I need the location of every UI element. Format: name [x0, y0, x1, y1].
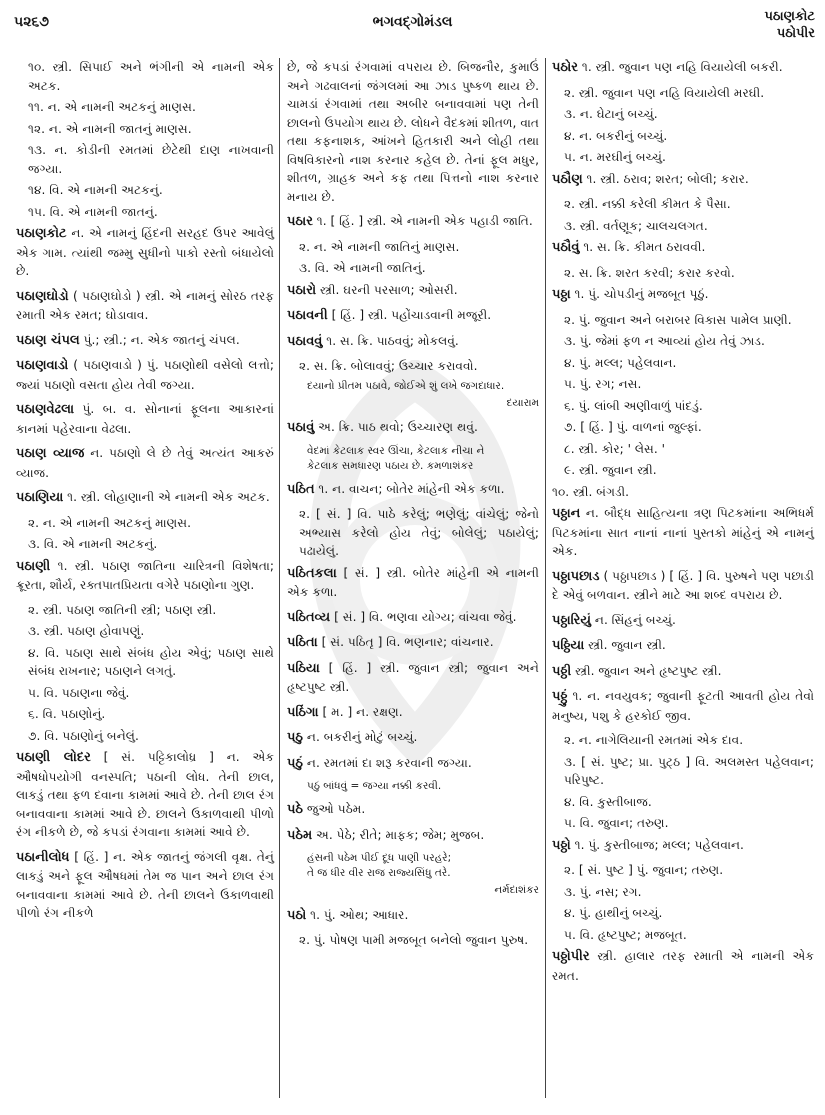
definition-text: ( પઠાણઘોડો ) સ્ત્રી. એ નામનું સોરઠ તરફ રમાતી એક રમત; ઘોડાવાવ.: [16, 288, 274, 322]
sense-text: ૨. [ સં. ] વિ. પાઠે કરેલું; ભણેલું; વાંચેલું; જેનો અભ્યાસ કરેલો હોય તેવું; બોલેલું; પઠાયેલું; પઢાયેલું.: [299, 507, 539, 558]
headword: પઠ્ઠારિયું: [552, 612, 591, 628]
sub-sense: [28, 58, 274, 95]
sense-text: ૧૫. વિ. એ નામની જાતનું.: [28, 204, 158, 219]
sense-text: ૩. સ્ત્રી. વર્તણૂક; ચાલચલગત.: [564, 218, 708, 233]
sense-text: ૯. સ્ત્રી. જુવાન સ્ત્રી.: [564, 463, 657, 477]
definition-text: ( પઠ્ઠાપછાડ ) [ હિં. ] વિ. પુરુષને પણ પછાડી દે એવું બળવાન. સ્ત્રીને માટે આ શબ્દ વપરાય છે.: [552, 568, 814, 602]
headword: પઠું: [287, 755, 304, 771]
sub-sense: [564, 332, 814, 351]
headword: પઠિતા: [287, 635, 318, 650]
sub-sense: [28, 120, 274, 139]
headword: પઠૌણ: [552, 171, 583, 187]
sense-text: ૧૦. સ્ત્રી. બંગડી.: [552, 484, 630, 499]
headword: પઠિત: [287, 481, 315, 497]
dictionary-entry: [16, 748, 274, 842]
headword: પઠાણકોટ: [16, 226, 67, 241]
definition-text: [ સં. ] વિ. ભણવા યોગ્ય; વાંચવા જેવું.: [330, 609, 517, 624]
sub-sense: [28, 203, 274, 222]
dictionary-entry: [552, 238, 814, 258]
sense-text: ૫. વિ. હૃષ્ટપુષ્ટ; મજબૂત.: [564, 927, 687, 942]
headword: પઠારો: [287, 282, 317, 298]
dictionary-entry: [552, 611, 814, 631]
column-divider: [279, 58, 280, 1098]
sense-text: ૩. [ સં. પુષ્ટ; પ્રા. પુટ્ઠ ] વિ. અલમસ્ત પહેલવાન; પરિપુષ્ટ.: [564, 754, 814, 787]
definition-text: સ્ત્રી. જુવાન સ્ત્રી.: [584, 638, 666, 652]
guide-word-first: પઠાણકોટ: [764, 9, 815, 24]
definition-text: સ્ત્રી. ઘરની પરસાળ; ઓસરી.: [316, 282, 458, 297]
definition-text: ૧. પું. ઓથ; આધાર.: [306, 907, 409, 922]
definition-text: ન. રમતમાં દા શરૂ કરવાની જગ્યા.: [303, 755, 472, 770]
dictionary-entry: [287, 418, 539, 438]
headword: પઠાણી લોદર: [16, 750, 91, 765]
definition-text: પું. બ. વ. સોનાનાં ફૂલના આકારનાં કાનમાં પહેરવાના વેઢલા.: [16, 402, 274, 436]
sense-text: ૨. સ્ત્રી. પઠાણ જાતિની સ્ત્રી; પઠાણ સ્ત્રી.: [28, 602, 217, 617]
headword: પઠાણી: [16, 558, 51, 574]
citation-author: નર્મદાશંકર: [494, 884, 539, 896]
sub-sense: [564, 926, 814, 945]
dictionary-entry: [552, 836, 814, 856]
sense-text: ૧૨. ન. એ નામની જાતનું માણસ.: [28, 121, 192, 136]
definition-text: ન. સિંહનું બચ્ચું.: [590, 612, 676, 627]
definition-text: ન. પઠાણો લે છે તેવું અત્યંત આકરું વ્યાજ.: [16, 446, 274, 480]
sense-text: ૩. પું. જેમાં ફળ ન આવ્યાં હોય તેવું ઝાડ.: [564, 334, 765, 348]
sense-text: ૫. પું. રગ; નસ.: [564, 377, 642, 391]
sense-text: ૧૪. વિ. એ નામની અટકનું.: [28, 183, 163, 197]
sense-text: ૫. વિ. પઠાણના જેવું.: [28, 685, 130, 700]
definition-text: [ હિં. ] સ્ત્રી. જુવાન સ્ત્રી; જુવાન અને હૃષ્ટપુષ્ટ સ્ત્રી.: [287, 660, 539, 694]
sense-text: ૨. પું. પોષણ પામી મજબૂત બનેલો જુવાન પુરુષ.: [299, 933, 529, 947]
sense-text: ૩. ન. ઘેટાનું બચ્ચું.: [564, 107, 658, 121]
headword: પઠાણ ચંપલ: [16, 332, 80, 348]
citation-quote: કેટલાક સમધારણ પઠાય છે. કમળાશંકર: [307, 459, 474, 472]
sense-text: ૨. ન. નાગેલિયાની રમતમાં એક દાવ.: [564, 733, 744, 747]
dictionary-entry: [287, 306, 539, 326]
column-divider: [545, 58, 546, 1098]
sub-sense: [299, 357, 539, 376]
definition-text: અ. પેઠે; રીતે; માફક; જેમ; મુજબ.: [312, 827, 485, 842]
sub-sense: [564, 418, 814, 437]
dictionary-entry: [287, 659, 539, 697]
headword: પઠ્ઠું: [552, 689, 568, 704]
definition-text: ન. એ નામનું હિંદની સરહદ ઉપર આવેલું એક ગામ. ત્યાંથી જમ્મુ સુધીનો પાકો રસ્તો બંધાયેલો છે.: [16, 226, 274, 278]
definition-text: ૧. [ હિં. ] સ્ત્રી. એ નામની એક પહાડી જાતિ.: [312, 214, 533, 228]
dictionary-entry: [16, 356, 274, 394]
definition-text: ૧. પું. કુસ્તીબાજ; મલ્લ; પહેલવાન.: [570, 837, 744, 852]
headword: પઠાણવેઢલા: [16, 402, 75, 417]
headword: પઠ્ઠિયા: [552, 638, 585, 653]
dictionary-entry: [16, 444, 274, 482]
sub-sense: [564, 461, 814, 480]
dictionary-entry: [287, 906, 539, 926]
sub-sense: [564, 793, 814, 812]
sub-sense: [564, 195, 814, 214]
sense-text: ૫. ન. મરઘીનું બચ્ચું.: [564, 150, 666, 164]
sub-sense: [28, 644, 274, 681]
dictionary-entry: [16, 287, 274, 325]
sense-text: ૧૧. ન. એ નામની અટકનું માણસ.: [28, 100, 196, 114]
definition-text: [ હિં. ] ન. એક જાતનું જંગલી વૃક્ષ. તેનું લાકડું અને ફૂલ ઔષધમાં તેમ જ પાન અને છાલ રંગ બનાવવાના કામમાં આવે છે. તેની છાલને ઉકાળવાથી પીળો રંગ નીકળે: [16, 849, 274, 920]
dictionary-entry: [287, 826, 539, 846]
sub-sense: [564, 354, 814, 373]
dictionary-entry: [552, 687, 814, 725]
definition-text: ૧. ન. વાચન; બોતેર માંહેની એક કળા.: [314, 481, 505, 496]
sense-text: ૩. વિ. એ નામની અટકનું.: [28, 537, 158, 551]
headword: પઠ્ઠો: [552, 837, 571, 853]
sense-text: ૫. વિ. જુવાન; તરુણ.: [564, 816, 669, 830]
dictionary-entry: [16, 557, 274, 595]
sub-sense: [552, 483, 814, 502]
sense-text: ૩. પું. નસ; રગ.: [564, 884, 642, 899]
definition-text: ન. બૌદ્ધ સાહિત્યના ત્રણ પિટકમાંના અભિધર્મ પિટકમાંના સાત નાનાં નાનાં પુસ્તકો માંહેનું એ નામનું એક.: [552, 506, 814, 558]
dictionary-entry: [287, 281, 539, 301]
definition-text: ( પઠાણવાડો ) પું. પઠાણોથી વસેલો લત્તો; જ્યાં પઠાણો વસતા હોય તેવી જગ્યા.: [16, 358, 274, 392]
definition-text: ૧. સ. ક્રિ. પાઠવવું; મોકલવું.: [322, 333, 459, 348]
headword: પઠિતકલા: [287, 565, 337, 581]
guide-words: [764, 8, 815, 42]
dictionary-entry: [552, 662, 814, 682]
sub-sense: [564, 731, 814, 750]
dictionary-entry: [287, 703, 539, 723]
dictionary-entry: [552, 504, 814, 561]
definition-text: ૧. સ. ક્રિ. કીમત ઠરાવવી.: [579, 240, 706, 254]
dictionary-entry: [287, 754, 539, 774]
headword: પઠાનીલોધ: [16, 849, 70, 865]
headword: પઠાવું: [287, 420, 315, 435]
column-2: [287, 58, 539, 953]
headword: પઠ્ઠોપીર: [552, 949, 590, 964]
dictionary-entry: [16, 848, 274, 923]
definition-text: સ્ત્રી. હાલાર તરફ રમાતી એ નામની એક રમત.: [552, 949, 814, 983]
dictionary-entry: [16, 488, 274, 508]
sense-text: ૩. સ્ત્રી. પઠાણ હોવાપણું.: [28, 624, 145, 638]
sub-sense: [564, 84, 814, 103]
sense-text: ૨. સ્ત્રી. જુવાન પણ નહિ વિયાયેલી મરઘી.: [564, 85, 765, 100]
sense-text: ૪. પું. હાથીનું બચ્ચું.: [564, 906, 663, 920]
sub-sense: [299, 505, 539, 561]
sub-sense: [564, 861, 814, 880]
sub-sense: [28, 514, 274, 533]
definition-text: સ્ત્રી. જુવાન અને હૃષ્ટપુષ્ટ સ્ત્રી.: [571, 663, 722, 678]
sense-text: ૮. સ્ત્રી. કોર; ' લેસ. ': [564, 441, 666, 456]
dictionary-entry: [287, 564, 539, 602]
sense-text: ૪. વિ. પઠાણ સાથે સંબંધ હોય એવું; પઠાણ સાથે સંબંધ રાખનાર; પઠાણને લગતું.: [28, 645, 274, 678]
headword: પઠ્ઠા: [552, 287, 571, 302]
definition-text: [ સં. પઠિતૃ ] વિ. ભણનાર; વાંચનાર.: [317, 635, 494, 649]
sub-sense: [28, 181, 274, 200]
definition-text: અ. ક્રિ. પાઠ થવો; ઉચ્ચારણ થવું.: [314, 420, 478, 434]
sub-sense: [564, 217, 814, 236]
headword: પઠાવની: [287, 308, 328, 323]
headword: પઠાર: [287, 214, 313, 229]
dictionary-entry: [552, 947, 814, 985]
sense-text: ૨. પું. જુવાન અને બરાબર વિકાસ પામેલ પ્રાણી.: [564, 312, 792, 327]
sense-text: ૨. ન. એ નામની જાતિનું માણસ.: [299, 239, 460, 254]
definition-text: [ મ. ] ન. રક્ષણ.: [318, 704, 403, 719]
sense-text: ૨. ન. એ નામની અટકનું માણસ.: [28, 515, 192, 530]
headword: પઠાણિયા: [16, 490, 64, 505]
citation-quote: પઠું બાંધવું = જગ્યા નક્કી કરવી.: [307, 780, 442, 792]
sense-text: ૧૦. સ્ત્રી. સિપાઈ અને ભંગીની એ નામની એક અટક.: [28, 60, 274, 93]
sense-text: ૨. [ સં. પુષ્ટ ] પું. જુવાન; તરુણ.: [564, 863, 724, 877]
guide-word-last: પઠોપીર: [776, 26, 815, 41]
dictionary-entry: [287, 480, 539, 500]
dictionary-entry: [287, 800, 539, 820]
headword: પઠાણ વ્યાજ: [16, 446, 85, 461]
sub-sense: [299, 931, 539, 950]
sub-sense: [299, 238, 539, 257]
headword: પઠે: [287, 802, 304, 817]
sense-text: ૬. પું. લાંબી અણીવાળું પાંદડું.: [564, 398, 703, 413]
definition-text: પું.; સ્ત્રી.; ન. એક જાતનું ચંપલ.: [79, 332, 240, 347]
citation-quote: હંસની પઠેમ પીઈ દૂધ પાણી પરહરે;: [307, 852, 452, 864]
definition-text: [ હિં. ] સ્ત્રી. પહોંચાડવાની મજૂરી.: [327, 308, 492, 322]
dictionary-entry: [16, 400, 274, 438]
sub-sense: [28, 535, 274, 554]
dictionary-entry: [287, 332, 539, 352]
sub-sense: [564, 814, 814, 833]
sense-text: ૬. વિ. પઠાણોનું.: [28, 707, 106, 721]
sub-sense: [564, 397, 814, 416]
headword: પઠ્ઠાન: [552, 506, 581, 521]
definition-text: ૧. સ્ત્રી. ઠરાવ; શરત; બોલી; કરાર.: [582, 171, 749, 186]
headword: પઠ્ઠી: [552, 663, 572, 679]
headword: પઠો: [287, 907, 307, 923]
sub-sense: [564, 904, 814, 923]
sub-sense: [28, 684, 274, 703]
headword: પઠૌવું: [552, 240, 580, 255]
dictionary-entry: [552, 58, 814, 78]
headword: પઠાવવું: [287, 333, 323, 349]
sense-text: ૪. ન. બકરીનું બચ્ચું.: [564, 128, 668, 143]
sub-sense: [564, 375, 814, 394]
headword: પઠ્ઠાપછાડ: [552, 568, 600, 584]
definition-text: ૧. સ્ત્રી. પઠાણ જાતિના ચારિત્રની વિશેષતા; ક્રૂરતા, શૌર્ય, રક્તપાતપ્રિયતા વગેરે પઠાણોના ગુણ.: [16, 558, 274, 592]
headword: પઠિતવ્ય: [287, 609, 331, 625]
definition-text: ૧. ન. નવયુવક; જુવાની ફૂટતી આવતી હોય તેવો મનુષ્ય, પશુ કે હરકોઈ જીવ.: [552, 689, 814, 723]
definition-text: [ સં. પટ્ટિકાલોધ્ર ] ન. એક ઔષધોપયોગી વનસ્પતિ; પઠાની લોધ. તેની છાલ, લાકડું તથા ફળ દવાના કામમાં આવે છે. તેની છાલ રંગ બનાવવાના કામમાં આવે છે. છાલને ઉકાળવાથી પીળો રંગ નીકળે છે, જે કપડાં રંગવાના કામમાં આવે છે.: [16, 750, 274, 839]
citation-quote: વેદમાં કેટલાક સ્વર ઊંચા, કેટલાક નીચા ને: [307, 444, 485, 457]
sense-text: ૩. વિ. એ નામની જાતિનું.: [299, 261, 426, 275]
dictionary-entry: [287, 212, 539, 232]
sense-text: ૭. વિ. પઠાણોનું બનેલું.: [28, 728, 139, 743]
running-title: ભગવદ્ગોમંડલ: [372, 14, 453, 30]
headword: પઠેમ: [287, 827, 313, 843]
continued-definition: છે, જે કપડાં રંગવામાં વપરાય છે. બિજનૌર, કુમાઉં અને ગઢવાલનાં જંગલમાં આ ઝાડ પુષ્કળ થાય છે. ચામડાં રંગવામાં તથા અબીર બનાવવામાં પણ તેની છાલનો ઉપયોગ થાય છે. લોધને વૈદકમાં શીતળ, વાત તથા કફનાશક, આંખને હિતકારી અને લોહી તથા વિષવિકારનો નાશ કરનાર કહેલ છે. તેનાં ફૂલ મધુર, શીતળ, ગ્રાહક અને કફ તથા પિત્તનો નાશ કરનાર મનાય છે.: [287, 60, 539, 204]
sense-text: ૪. પું. મલ્લ; પહેલવાન.: [564, 355, 677, 370]
dictionary-entry: [287, 633, 539, 653]
headword: પઠાણઘોડો: [16, 288, 69, 304]
headword: પઠિંગા: [287, 704, 319, 720]
dictionary-entry: [552, 567, 814, 605]
definition-text: જુઓ પઠેમ.: [303, 802, 366, 816]
column-1: [16, 58, 274, 929]
headword: પઠિયા: [287, 660, 320, 676]
sub-sense: [564, 264, 814, 283]
headword: પઠુ: [287, 730, 304, 745]
sub-sense: [564, 883, 814, 902]
definition-text: ન. બકરીનું મોટું બચ્ચું.: [303, 730, 418, 744]
dictionary-entry: [16, 331, 274, 351]
sub-sense: [564, 753, 814, 790]
sense-text: ૨. સ. ક્રિ. બોલાવવું; ઉચ્ચાર કરાવવો.: [299, 359, 478, 373]
dictionary-entry: [16, 224, 274, 281]
sub-sense: [28, 727, 274, 746]
sub-sense: [564, 105, 814, 124]
sense-text: ૭. [ હિં. ] પું. વાળનાં જુલ્ફાં.: [564, 420, 702, 434]
sub-sense: [28, 601, 274, 620]
sub-sense: [299, 259, 539, 278]
sub-sense: [564, 440, 814, 459]
page-header: [0, 0, 825, 50]
dictionary-entry: [552, 285, 814, 305]
sub-sense: [564, 127, 814, 146]
sub-sense: [564, 311, 814, 330]
sub-sense: [28, 622, 274, 641]
sense-text: ૧૩. ન. કોડીની રમતમાં છેટેથી દાણ નાખવાની જગ્યા.: [28, 143, 274, 176]
definition-text: [ સં. ] સ્ત્રી. બોતેર માંહેની એ નામની એક કળા.: [287, 565, 539, 599]
citation-quote: તે જ ધીર વીર રાજ રાજ્યસિંધુ તરે.: [307, 867, 451, 879]
citation-quote: દયાનો પ્રીતમ પઠાવે, જોઈએ શું લખે જગદાધાર.: [307, 379, 505, 392]
sub-sense: [28, 98, 274, 117]
dictionary-entry: [287, 728, 539, 748]
page-number: ૫૨૬૭: [14, 14, 49, 30]
definition-text: ૧. સ્ત્રી. લોહાણાની એ નામની એક અટક.: [63, 490, 270, 504]
sense-text: ૨. સ્ત્રી. નક્કી કરેલી કીમત કે પૈસા.: [564, 197, 731, 211]
sub-sense: [564, 148, 814, 167]
citation-author: દયારામ: [506, 396, 539, 409]
sub-sense: [28, 705, 274, 724]
sense-text: ૨. સ. ક્રિ. શરત કરવી; કરાર કરવો.: [564, 265, 735, 280]
headword: પઠોર: [552, 60, 578, 75]
definition-text: ૧. સ્ત્રી. જુવાન પણ નહિ વિયાયેલી બકરી.: [577, 60, 783, 74]
dictionary-entry: [552, 170, 814, 190]
sense-text: ૪. વિ. કુસ્તીબાજ.: [564, 794, 652, 809]
dictionary-entry: [552, 636, 814, 656]
column-3: [552, 58, 814, 991]
definition-text: ૧. પું. ચોપડીનું મજબૂત પૂઠું.: [570, 287, 709, 301]
dictionary-entry: [287, 608, 539, 628]
sub-sense: [28, 141, 274, 178]
headword: પઠાણવાડો: [16, 358, 69, 373]
